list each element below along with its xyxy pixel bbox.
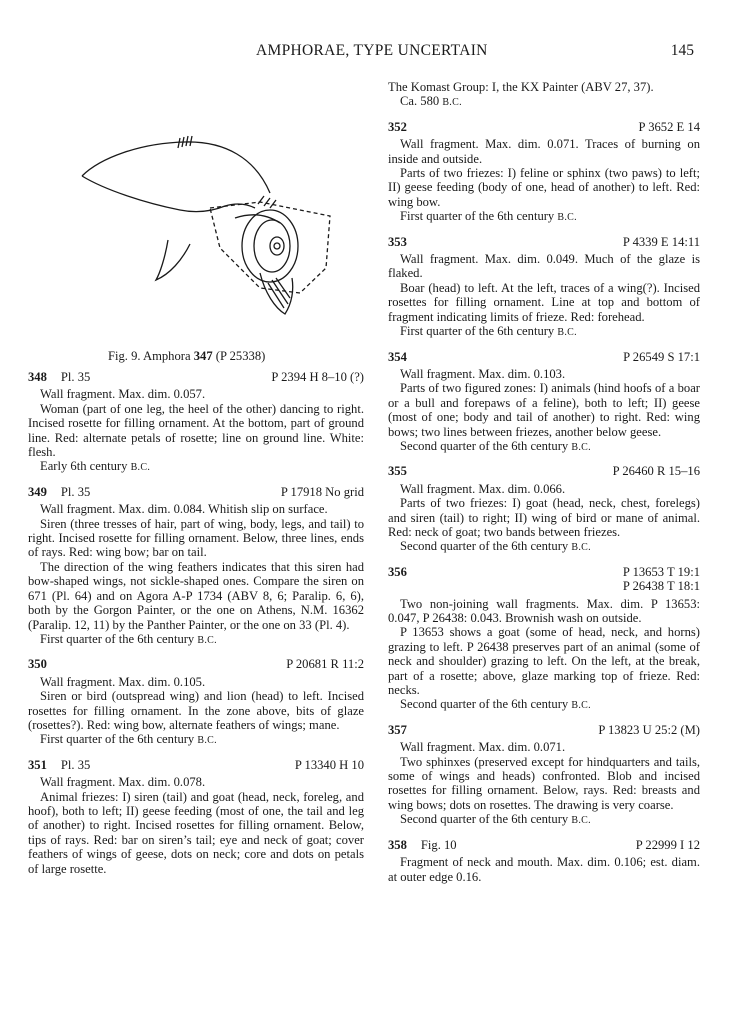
right-column	[388, 80, 700, 893]
catalog-entry-351: 351 Pl. 35 P 13340 H 10 Wall fragment. Max. dim. 0.078. Animal friezes: I) siren (tail) and goat (head, neck, foreleg, and hoof), both to left; II) geese feeding (most of one, the tail and leg of another) to right. Incised rosettes for filling ornament. Below, tips of rays. Red: bar on siren’s tail; eye and neck of goat; cover feathers of wings of geese, dots on neck; core and dots on petals of large rosette.	[28, 757, 364, 876]
catalog-entry-355: 355 P 26460 R 15–16 Wall fragment. Max. dim. 0.066. Parts of two friezes: I) goat (head, neck, chest, forelegs) and siren (tail) to right; II) wing of bird or mane of animal. Red: neck of goat; two bands between friezes. Second quarter of the 6th century B.C.	[388, 464, 700, 554]
figure-caption: Fig. 9. Amphora 347 (P 25338)	[108, 349, 266, 363]
catalog-entry-349: 349 Pl. 35 P 17918 No grid Wall fragment. Max. dim. 0.084. Whitish slip on surface. Siren (three tresses of hair, part of wing, body, legs, and tail) to right. Incised rosette for filling ornament. Below, three lines, ends of rays. Red: wing bow; bar on tail. The direction of the wing feathers indicates that this siren had bow-shaped wings, not sickle-shaped ones. Compare the siren on 671 (Pl. 64) and on Agora A-P 1734 (ABV 8, 6; Paralip. 6, 6), both by the Gorgon Painter, or the one on Athens, N.M. 16362 (Paralip. 12, 11) by the Panther Painter, or the one on 33 (Pl. 4). First quarter of the 6th century B.C.	[28, 484, 364, 646]
catalog-entry-354: 354 P 26549 S 17:1 Wall fragment. Max. dim. 0.103. Parts of two figured zones: I) animals (hind hoofs of a boar or a bull and forepaws of a feline), both to left; II) geese (most of one; body and tail of another) to right. Red: wing bows; two lines between friezes, another below geese. Second quarter of the 6th century B.C.	[388, 349, 700, 453]
catalog-entry-356: 356 P 13653 T 19:1 P 26438 T 18:1 Two non-joining wall fragments. Max. dim. P 13653: 0.047, P 26438: 0.043. Brownish wash on outside. P 13653 shows a goat (some of head, neck, and horns) grazing to left. P 26438 preserves part of an animal (some of neck and shoulder) grazing to left. On the left, at the break, part of a rosette; above, glaze marking top of frieze. Red: necks. Second quarter of the 6th century B.C.	[388, 564, 700, 712]
left-column	[28, 370, 364, 885]
catalog-entry-348: 348 Pl. 35 P 2394 H 8–10 (?) Wall fragment. Max. dim. 0.057. Woman (part of one leg, the heel of the other) dancing to right. Incised rosette for filling ornament. At the bottom, part of ground line. Red: alternate petals of rosette; line on ground line. White: flesh. Early 6th century B.C.	[28, 370, 364, 474]
catalog-entry-358: 358 Fig. 10 P 22999 I 12 Fragment of neck and mouth. Max. dim. 0.106; est. diam. at outer edge 0.16.	[388, 837, 700, 884]
amphora-fragment-drawing	[60, 118, 350, 318]
catalog-entry-352: 352 P 3652 E 14 Wall fragment. Max. dim. 0.071. Traces of burning on inside and outside. Parts of two friezes: I) feline or sphinx (two paws) to left; II) geese feeding (body of one, head of another) to left. Red: wing bow. First quarter of the 6th century B.C.	[388, 119, 700, 224]
catalog-entry-353: 353 P 4339 E 14:11 Wall fragment. Max. dim. 0.049. Much of the glaze is flaked. Boar (head) to left. At the left, traces of a wing(?). Incised rosettes for filling ornament. Line at top and bottom of fragment indicating limits of frieze. Red: forehead. First quarter of the 6th century B.C.	[388, 234, 700, 339]
page-number: 145	[670, 42, 694, 59]
catalog-entry-357: 357 P 13823 U 25:2 (M) Wall fragment. Max. dim. 0.071. Two sphinxes (preserved except for hindquarters and tails, some of wings and heads) confronted. Blob and incised rosettes for filling ornament. Below, rays. Red: breasts and wing bows; dots on rosettes. The drawing is very coarse. Second quarter of the 6th century B.C.	[388, 722, 700, 827]
running-header	[0, 42, 748, 64]
group-attribution: The Komast Group: I, the KX Painter (ABV 27, 37). Ca. 580 B.C.	[388, 80, 654, 109]
running-title: AMPHORAE, TYPE UNCERTAIN	[256, 42, 488, 59]
catalog-entry-350: 350 P 20681 R 11:2 Wall fragment. Max. dim. 0.105. Siren or bird (outspread wing) and lion (head) to left. Incised rosettes for filling ornament. In the zone above, bits of glaze (rosettes?). Red: wing bow, alternate feathers of wings; mane. First quarter of the 6th century B.C.	[28, 657, 364, 747]
